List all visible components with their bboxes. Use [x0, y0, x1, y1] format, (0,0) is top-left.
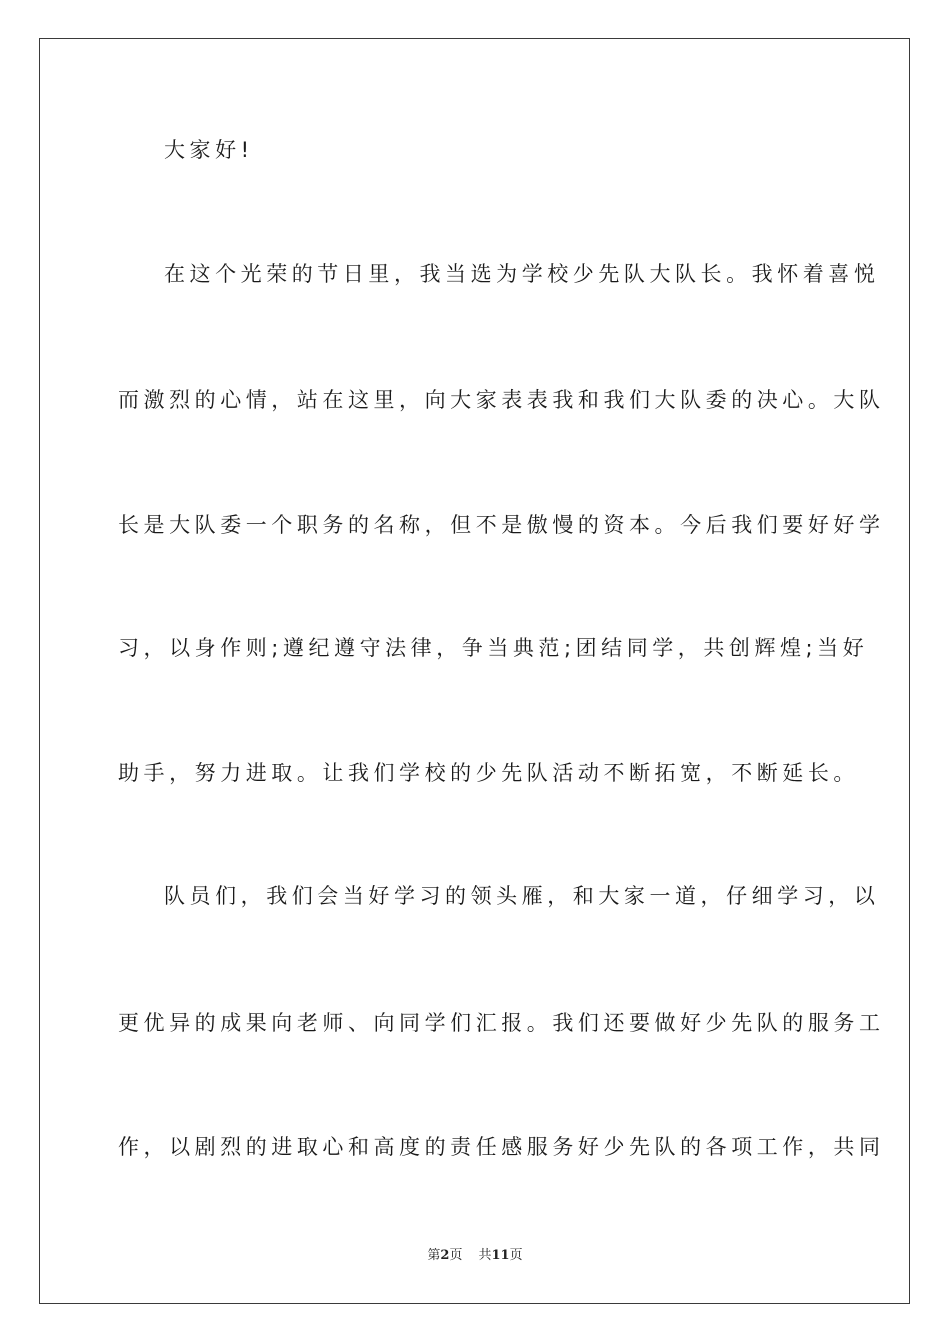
- page-prefix: 第: [427, 1248, 441, 1263]
- greeting-line: 大家好!: [164, 138, 254, 162]
- paragraph-line: 助手，努力进取。让我们学校的少先队活动不断拓宽，不断延长。: [118, 761, 859, 785]
- total-pages: 11: [491, 1248, 510, 1263]
- page-number: 2: [440, 1248, 450, 1263]
- paragraph-line: 在这个光荣的节日里，我当选为学校少先队大队长。我怀着喜悦: [164, 262, 880, 286]
- page-border: [39, 38, 910, 1304]
- paragraph-line: 习，以身作则;遵纪遵守法律，争当典范;团结同学，共创辉煌;当好: [118, 636, 869, 660]
- paragraph-line: 而激烈的心情，站在这里，向大家表表我和我们大队委的决心。大队: [118, 388, 885, 412]
- paragraph-line: 更优异的成果向老师、向同学们汇报。我们还要做好少先队的服务工: [118, 1011, 885, 1035]
- page-suffix: 页: [449, 1248, 463, 1263]
- page-footer: [0, 1247, 950, 1265]
- paragraph-line: 作，以剧烈的进取心和高度的责任感服务好少先队的各项工作，共同: [118, 1135, 885, 1159]
- total-prefix: 共: [478, 1248, 492, 1263]
- total-suffix: 页: [509, 1248, 523, 1263]
- paragraph-line: 队员们，我们会当好学习的领头雁，和大家一道，仔细学习，以: [164, 884, 880, 908]
- paragraph-line: 长是大队委一个职务的名称，但不是傲慢的资本。今后我们要好好学: [118, 513, 885, 537]
